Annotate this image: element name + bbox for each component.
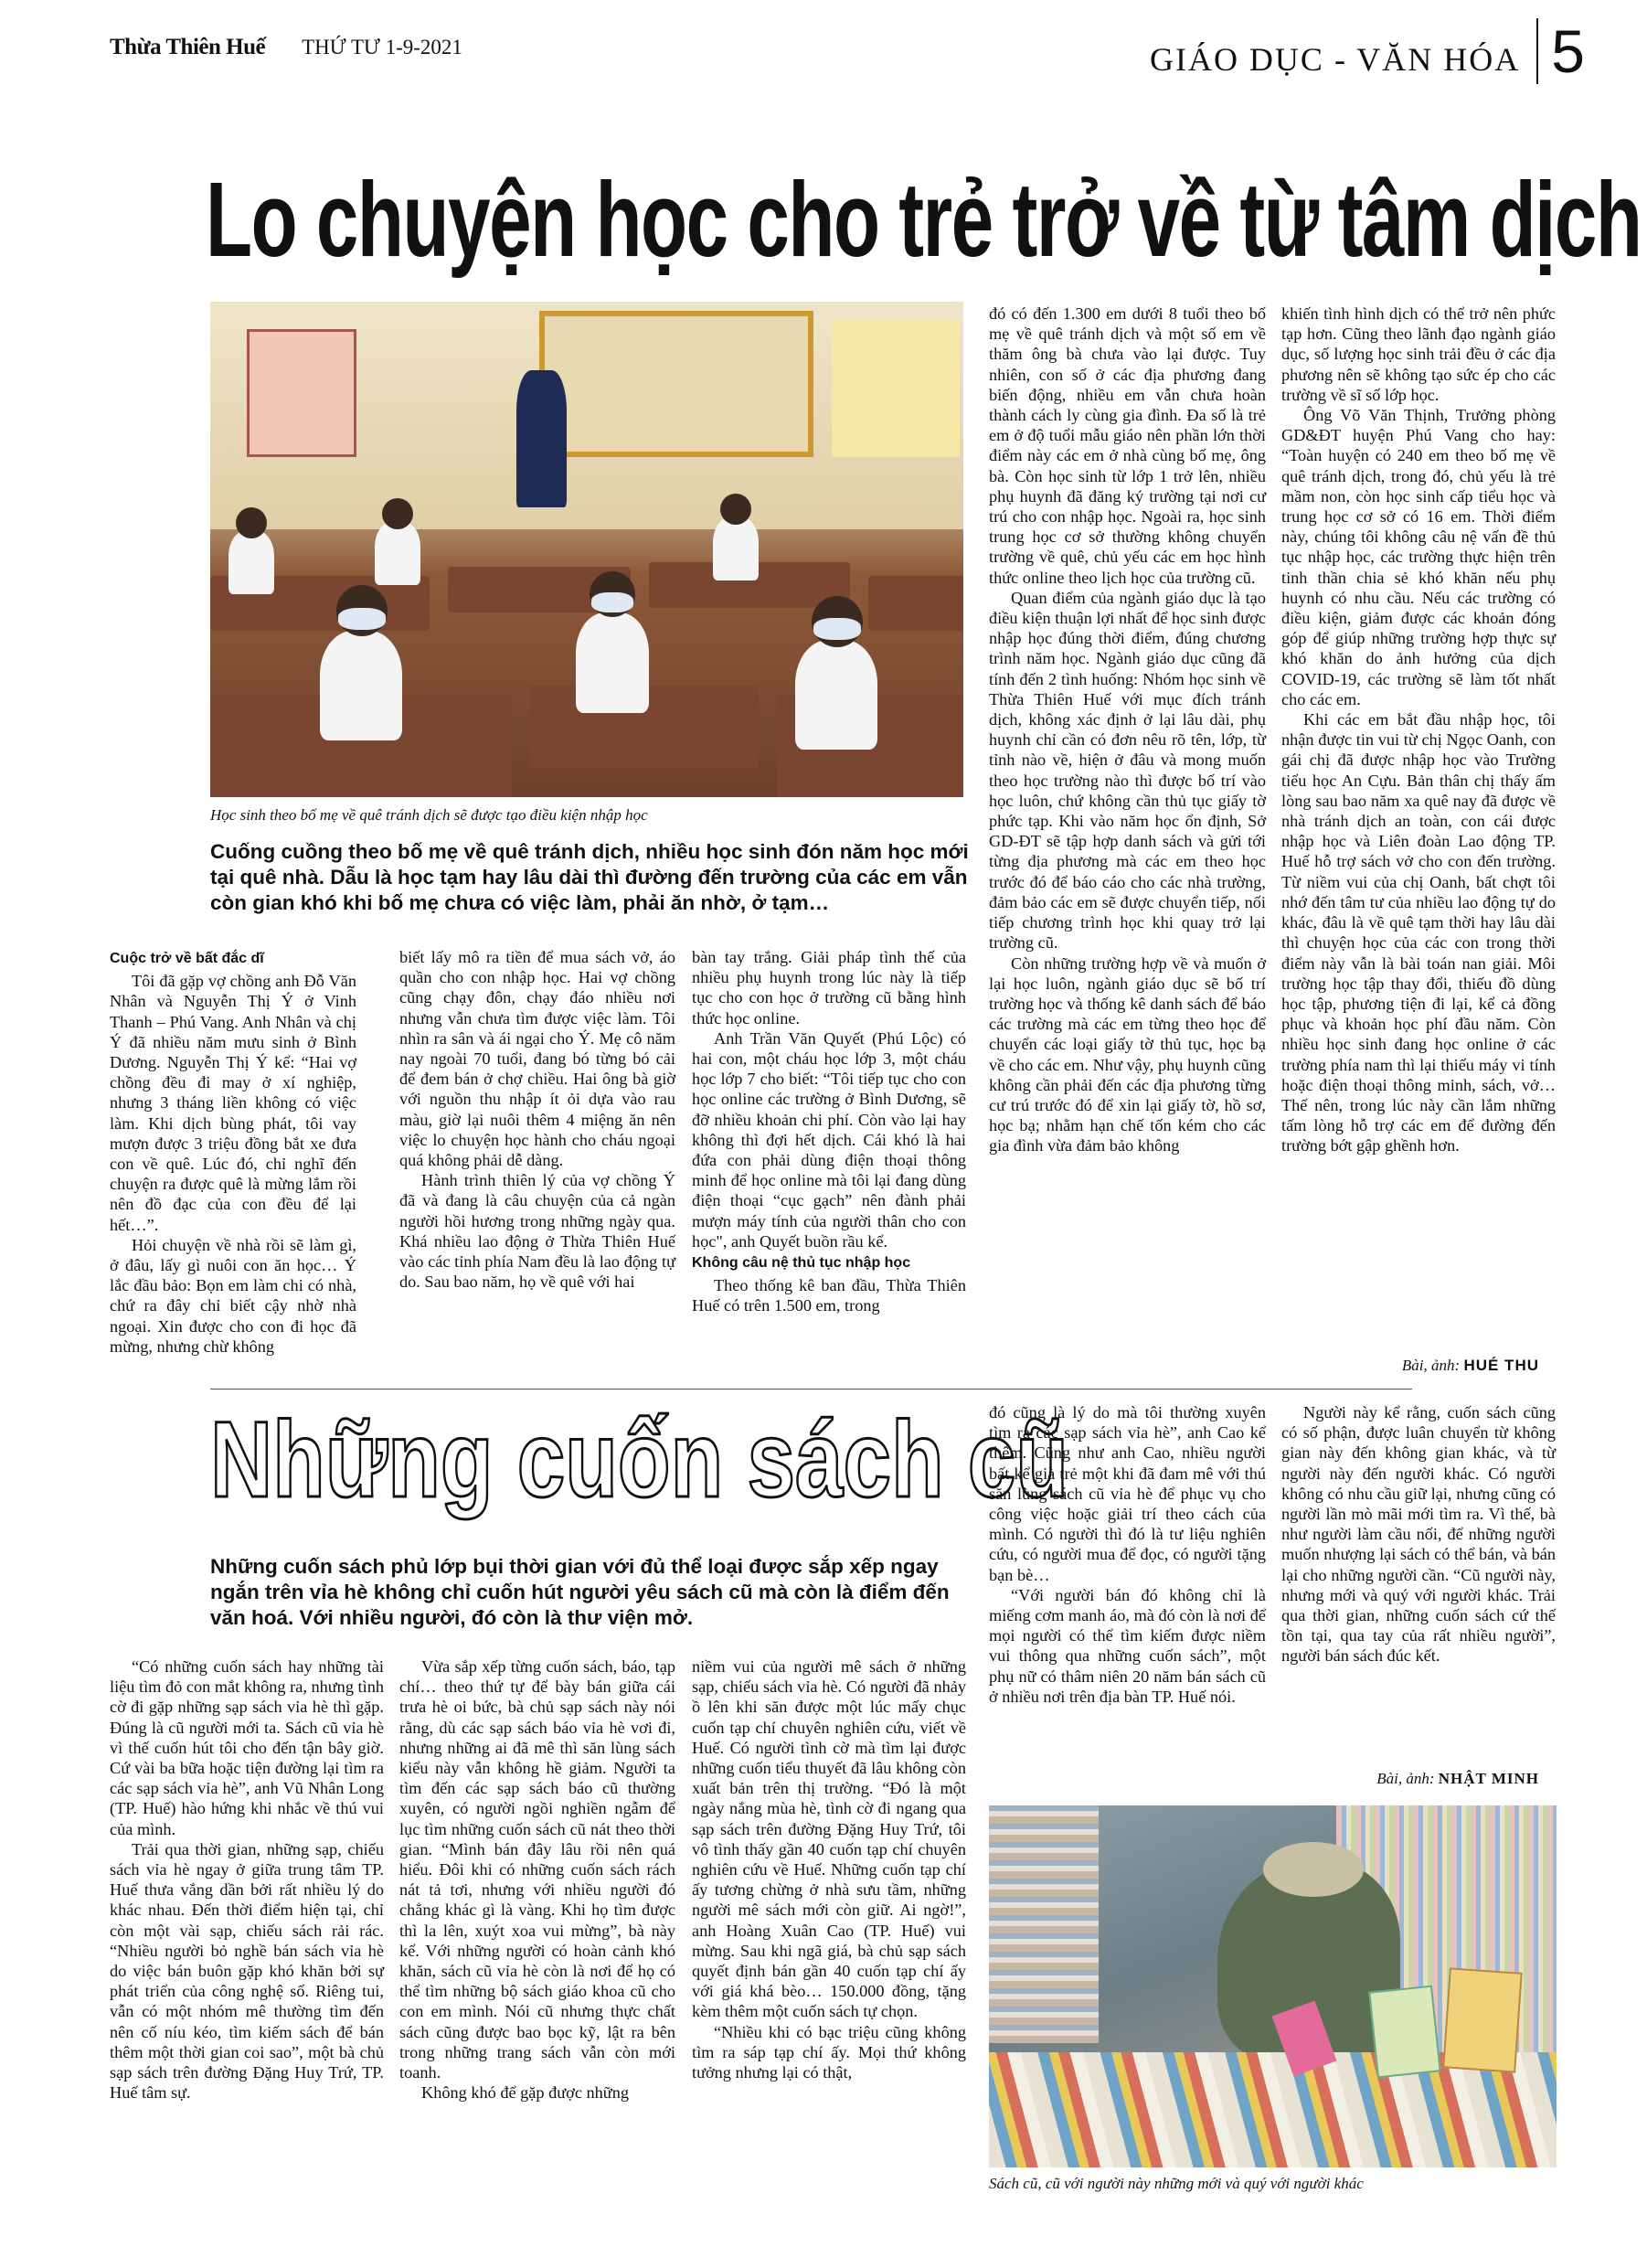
page-number: 5 <box>1551 17 1585 85</box>
byline-label: Bài, ảnh: <box>1401 1357 1461 1374</box>
article1-column-3 <box>692 947 966 1316</box>
article2-column-5 <box>1281 1402 1556 1666</box>
paragraph: Khi các em bắt đầu nhập học, tôi nhận được tin vui từ chị Ngọc Oanh, con gái chị đã được nhập học vào Trường tiểu học An Cựu. Bản thân chị thấy ấm lòng sau bao năm xa quê nay đã được về nhà tránh dịch an toàn, con cái được nhập học và Liên đoàn Lao động TP. Huế hỗ trợ sách vở cho con đến trường. Từ niềm vui của chị Oanh, bất chợt tôi nhớ đến tâm tư của nhiều lao động tự do khác, đâu là về quê tạm thời hay lâu dài thì chuyện học của các con trong thời điểm này vẫn là bài toán nan giải. Môi trường học tập thay đổi, thiếu đồ dùng học tập, phương tiện đi lại, kể cả đồng phục và khoản học phí đầu năm. Còn nhiều học sinh đang học online ở các trường phía nam thì lại thiếu máy vi tính hoặc điện thoại thông minh, sách, vở… Thế nên, trong lúc này cần lắm những tấm lòng hỗ trợ các em để đường đến trường bớt gập ghềnh hơn. <box>1281 710 1556 1155</box>
paragraph: Ông Võ Văn Thịnh, Trưởng phòng GD&ĐT huyện Phú Vang cho hay: “Toàn huyện có 240 em theo bố mẹ về quê tránh dịch, trong đó, chủ yếu là trẻ mầm non, còn học sinh cấp tiểu học và trung học cơ sở có 16 em. Thời điểm này, chúng tôi không câu nệ vấn đề thủ tục nhập học, các trường thực hiện trên tinh thần chia sẻ khó khăn nếu phụ huynh có nhu cầu. Nếu các trường có điều kiện, giảm được các khoản đóng góp để giúp những trường hợp thực sự khó khăn do ảnh hưởng của dịch COVID-19, các trường sẽ làm tốt nhất cho các em. <box>1281 406 1556 708</box>
section-name: GIÁO DỤC - VĂN HÓA <box>1149 41 1521 78</box>
article2-byline <box>1376 1770 1539 1788</box>
paragraph: Người này kể rằng, cuốn sách cũng có số phận, được luân chuyển từ không gian này đến không gian khác, và từ người này đến người khác. Có người không có nhu cầu giữ lại, nhưng cũng có người lần mò mãi mới tìm ra. Vì thế, bà như người làm cầu nối, để những người muốn nhượng lại sách có thể bán, và bán lại cho những người cần. “Cũ người này, nhưng mới và quý với người khác. Trải qua thời gian, những cuốn sách cứ thế tồn tại, qua tay của rất nhiều người”, người bán sách đúc kết. <box>1281 1403 1556 1666</box>
paragraph: niềm vui của người mê sách ở những sạp, chiếu sách vỉa hè. Có người đã nhảy ồ lên khi săn được một lúc mấy chục cuốn tạp chí chuyên nghiên cứu, viết về Huế. Có người tình cờ mà tìm lại được những cuốn tiểu thuyết đã lâu không còn xuất bản trên thị trường. “Đó là một ngày nắng mùa hè, tình cờ đi ngang qua sạp sách trên đường Đặng Huy Trứ, tôi vô tình thấy gần 40 cuốn tạp chí chuyên nghiên cứu về Huế. Những cuốn tạp chí ấy tương chừng ở nhà sưu tầm, những người mê sách mới còn giữ. Ai ngờ!”, anh Hoàng Xuân Cao (TP. Huế) vui mừng. Sau khi ngã giá, bà chủ sạp sách quyết định bán gần 40 cuốn tạp chí ấy với giá khá bèo… 150.000 đồng, tặng kèm thêm một cuốn sách tự chọn. <box>692 1657 966 2021</box>
article2-column-4 <box>989 1402 1266 1707</box>
paragraph: khiến tình hình dịch có thể trở nên phức tạp hơn. Cũng theo lãnh đạo ngành giáo dục, số lượng học sinh trải đều ở các địa phương nên sẽ không tạo sức ép cho các trường về sĩ số lớp học. <box>1281 304 1556 404</box>
article1-photo-caption: Học sinh theo bố mẹ về quê tránh dịch sẽ được tạo điều kiện nhập học <box>210 806 648 824</box>
article2-sapo: Những cuốn sách phủ lớp bụi thời gian với đủ thể loại được sắp xếp ngay ngắn trên vỉa hè không chỉ cuốn hút người yêu sách cũ mà còn là điểm đến văn hoá. Với nhiều người, đó còn là thư viện mở. <box>210 1555 950 1629</box>
paragraph: Trải qua thời gian, những sạp, chiếu sách vỉa hè ngay ở giữa trung tâm TP. Huế thưa vắng dần bởi rất nhiều lý do khác nhau. Đến thời điểm hiện tại, chỉ còn một vài sạp, chiếu sách rải rác. “Nhiều người bỏ nghề bán sách vỉa hè do việc bán buôn gặp khó khăn bởi sự phát triển của công nghệ số. Riêng tui, vẫn có một nhóm mê thường tìm đến nên cố níu kéo, tìm kiếm sách để bán thêm một thời gian coi sao”, một bà chủ sạp sách trên đường Đặng Huy Trứ, TP. Huế tâm sự. <box>110 1839 384 2103</box>
paragraph: “Có những cuốn sách hay những tài liệu tìm đỏ con mắt không ra, nhưng tình cờ đi gặp những sạp sách vỉa hè thì gặp. Đúng là cũ người mới ta. Sách cũ vỉa hè vì thế cuốn hút tôi cho đến tận bây giờ. Cứ vài ba bữa hoặc tiện đường lại tìm ra các sạp sách vỉa hè”, anh Vũ Nhân Long (TP. Huế) hào hứng khi nhắc về thú vui của mình. <box>110 1657 384 1838</box>
byline-label: Bài, ảnh: <box>1376 1770 1435 1787</box>
page-header-left <box>110 35 462 60</box>
paragraph: “Với người bán đó không chỉ là miếng cơm manh áo, mà đó còn là nơi để mọi người có thể tìm kiếm được niềm vui thông qua những cuốn sách”, một phụ nữ có thâm niên 20 năm bán sách cũ ở nhiều nơi trên địa bàn TP. Huế nói. <box>989 1585 1266 1706</box>
article1-headline: Lo chuyện học cho trẻ trở về từ tâm dịch <box>206 160 1642 279</box>
paragraph: đó cũng là lý do mà tôi thường xuyên tìm ra các sạp sách vỉa hè”, anh Cao kể thêm. Cũng như anh Cao, nhiều người bất kể già trẻ một khi đã đam mê với thú săn lùng sách cũ vỉa hè để phục vụ cho công việc hoặc giải trí theo cách của mình. Có người thì đó là tư liệu nghiên cứu, có người mua để đọc, có người tặng bạn bè… <box>989 1403 1266 1584</box>
article-divider <box>210 1389 1412 1390</box>
article1-column-1 <box>110 947 356 1357</box>
article2-column-1 <box>110 1656 384 2103</box>
article1-photo-classroom <box>210 302 963 797</box>
article2-headline: Những cuốn sách cũ <box>210 1400 1069 1520</box>
page-header-right <box>1150 18 1585 84</box>
paragraph: Quan điểm của ngành giáo dục là tạo điều kiện thuận lợi nhất để học sinh được nhập học đúng thời điểm, đúng chương trình năm học. Ngành giáo dục cũng đã tính đến 2 tình huống: Nhóm học sinh về Thừa Thiên Huế với mục đích tránh dịch, không xác định ở lại lâu dài, phụ huynh chỉ cần có đơn nêu rõ tên, lớp, từ tỉnh nào về, hiện ở đâu và mong muốn theo học trường nào thì được bố trí vào học luôn, chứ không cần thủ tục giấy tờ phức tạp. Khi vào năm học ổn định, Sở GD-ĐT sẽ tập hợp danh sách và gửi tới từng địa phương mà các em theo học trước đó để báo cáo cho các nhà trường, đảm bảo các em sẽ được chuyển tiếp, nối tiếp chương trình học khi quay trở lại trường cũ. <box>989 588 1266 953</box>
paragraph: đó có đến 1.300 em dưới 8 tuổi theo bố mẹ về quê tránh dịch và một số em về thăm ông bà chưa vào lại được. Tuy nhiên, con số ở các địa phương đang biến động, nhiều em vẫn chưa hoàn thành cách ly cùng gia đình. Đa số là trẻ em ở độ tuổi mẫu giáo nên phần lớn thời điểm này các em ở nhà cùng bố mẹ, ông bà. Còn học sinh từ lớp 1 trở lên, nhiều phụ huynh đã đăng ký trường tại nơi cư trú cho con nhập học. Ngoài ra, học sinh trung học cơ sở thường không chuyển trường về quê, chủ yếu các em học hình thức online theo lịch học của trường cũ. <box>989 304 1266 587</box>
header-divider <box>1536 18 1538 84</box>
paragraph: Theo thống kê ban đầu, Thừa Thiên Huế có trên 1.500 em, trong <box>692 1276 966 1315</box>
article1-subhead-1: Cuộc trở về bất đắc dĩ <box>110 951 264 966</box>
paragraph: bàn tay trắng. Giải pháp tình thế của nhiều phụ huynh trong lúc này là tiếp tục cho con học ở trường cũ bằng hình thức học online. <box>692 948 966 1028</box>
article1-column-4 <box>989 303 1266 1156</box>
article2-photo-caption: Sách cũ, cũ với người này những mới và quý với người khác <box>989 2175 1364 2192</box>
paragraph: “Nhiều khi có bạc triệu cũng không tìm ra sáp tạp chí ấy. Mọi thứ không tưởng nhưng lại có thật, <box>692 2022 966 2082</box>
byline-author: HUÉ THU <box>1463 1357 1539 1374</box>
article1-byline <box>1402 1357 1539 1375</box>
paragraph: Hỏi chuyện về nhà rồi sẽ làm gì, ở đâu, lấy gì nuôi con ăn học… Ý lắc đầu bảo: Bọn em làm chi có nhà, chứ ra đây chỉ biết cậy nhờ nhà ngoại. Xin được cho con đi học đã mừng, nhưng chừ không <box>110 1235 356 1356</box>
paragraph: Anh Trần Văn Quyết (Phú Lộc) có hai con, một cháu học lớp 3, một cháu học lớp 7 cho biết: “Tôi tiếp tục cho con học online các trường ở Bình Dương, sẽ đỡ nhiều khoản chi phí. Còn vào lại hay không thì đợi hết dịch. Cái khó là hai đứa con phải dùng điện thoại thông minh để học online mà tôi lại đang dùng điện thoại “cục gạch” nên đành phải mượn máy tính của người thân cho con học", anh Quyết buồn rầu kể. <box>692 1028 966 1251</box>
paragraph: Hành trình thiên lý của vợ chồng Ý đã và đang là câu chuyện của cả ngàn người hồi hương trong những ngày qua. Khá nhiều lao động ở Thừa Thiên Huế vào các tỉnh phía Nam đều là lao động tự do. Sau bao năm, họ về quê với hai <box>399 1171 675 1292</box>
article1-subhead-2: Không câu nệ thủ tục nhập học <box>692 1255 911 1272</box>
paragraph: Vừa sắp xếp từng cuốn sách, báo, tạp chí… theo thứ tự để bày bán giữa cái trưa hè oi bức, bà chủ sạp sách này nói rằng, dù các sạp sách báo vỉa hè vơi đi, nhưng những ai đã mê thì săn lùng sách kiểu này vẫn không hề giảm. Người ta tìm đến các sạp sách báo cũ thường xuyên, có người ngồi nghiền ngẫm để lục tìm những cuốn sách cũ nát theo thời gian. “Mình bán đây lâu rồi nên quá hiểu. Đôi khi có những cuốn sách rách nát tả tơi, nhưng với nhiều người đó chẳng khác gì là vàng. Khi họ tìm được thì la lên, xuýt xoa vui mừng”, bà này kể. Với những người có hoàn cảnh khó khăn, sách cũ vỉa hè còn là nơi để họ có thể tìm những bộ sách giáo khoa cũ cho con em mình. Nói cũ nhưng thực chất sách cũng được bao bọc kỹ, lật ra bên trong những trang sách vẫn còn mới toanh. <box>399 1657 675 2082</box>
paragraph: Không khó để gặp được những <box>421 2083 629 2103</box>
paragraph: biết lấy mô ra tiền để mua sách vở, áo quần cho con nhập học. Hai vợ chồng cũng chạy đôn, chạy đáo nhiều nơi nhưng vẫn chưa tìm được việc làm. Tôi nhìn ra sân và ái ngại cho Ý. Mẹ cô năm nay ngoài 70 tuổi, đang bó từng bó cải để đem bán ở chợ chiều. Hai ông bà giờ với nguồn thu nhập ít ỏi dựa vào rau màu, giờ lại nuôi thêm 4 miệng ăn nên việc lo chuyện học hành cho cháu ngoại quá không phải dễ dàng. <box>399 948 675 1170</box>
publication-name: Thừa Thiên Huế <box>110 35 266 59</box>
paragraph: Tôi đã gặp vợ chồng anh Đỗ Văn Nhân và Nguyễn Thị Ý ở Vinh Thanh – Phú Vang. Anh Nhân và chị Ý đã nhiều năm mưu sinh ở Bình Dương. Nguyễn Thị Ý kể: “Hai vợ chồng đều đi may ở xí nghiệp, nhưng 3 tháng liền không có việc làm. Khi dịch bùng phát, tôi vay mượn được 3 triệu đồng bắt xe đưa con về quê. Lúc đó, chỉ nghĩ đến chuyện ra được quê là mừng lắm rồi nên đồ đạc của con đều để lại hết…”. <box>110 972 356 1234</box>
article2-column-2 <box>399 1656 675 2103</box>
article1-column-5 <box>1281 303 1556 1156</box>
article2-column-3 <box>692 1656 966 2082</box>
paragraph: Còn những trường hợp về và muốn ở lại học luôn, ngành giáo dục sẽ bố trí trường học và thống kê danh sách để báo các trường mà các em từng theo học để chuyển các loại giấy tờ thủ tục, học bạ về cho các em. Như vậy, phụ huynh cũng không cần phải đến các địa phương từng cư trú trước đó để xin lại giấy tờ, hồ sơ, học bạ; nhằm hạn chế tốn kém cho các gia đình vừa đảm bảo không <box>989 953 1266 1155</box>
article1-sapo: Cuống cuồng theo bố mẹ về quê tránh dịch, nhiều học sinh đón năm học mới tại quê nhà. Dẫu là học tạm hay lâu dài thì đường đến trường của các em vẫn còn gian khó khi bố mẹ chưa có việc làm, phải ăn nhờ, ở tạm… <box>210 840 969 914</box>
article1-column-2 <box>399 947 675 1292</box>
byline-author: NHẬT MINH <box>1438 1770 1539 1787</box>
article2-photo-bookstall <box>989 1805 1557 2167</box>
issue-date: THỨ TƯ 1-9-2021 <box>302 36 462 59</box>
